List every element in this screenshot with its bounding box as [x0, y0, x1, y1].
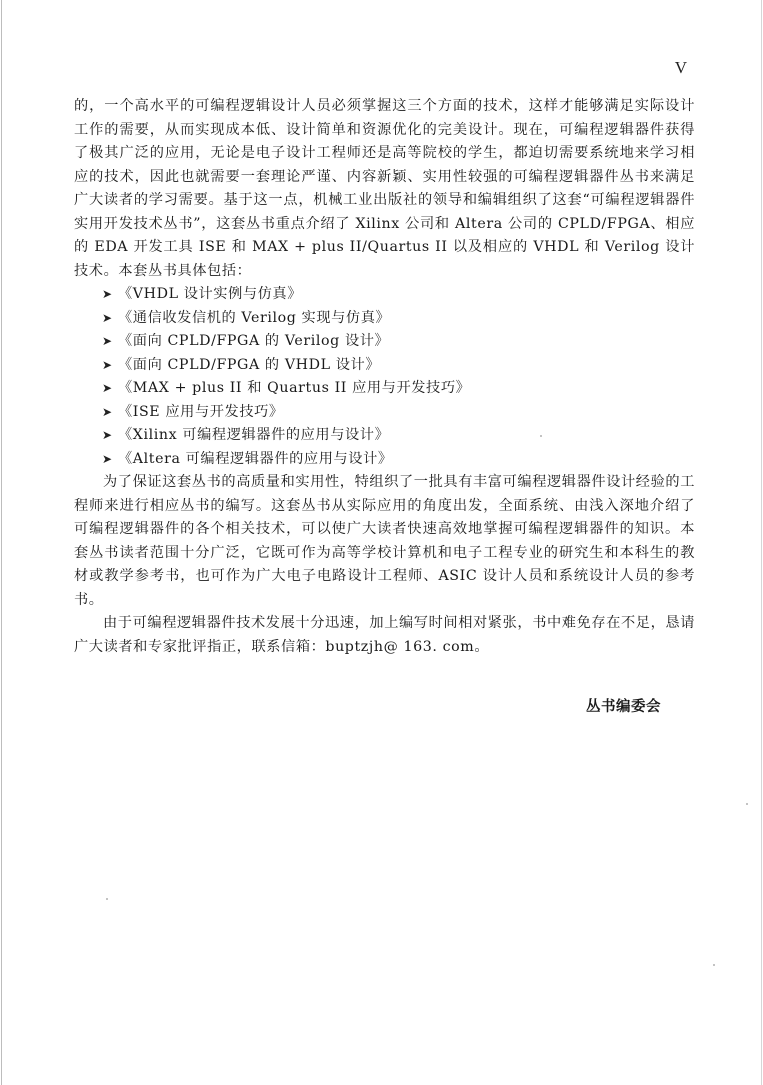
- arrow-bullet-icon: ➤: [102, 451, 113, 466]
- editorial-board-signature: 丛书编委会: [586, 698, 661, 715]
- arrow-bullet-icon: ➤: [102, 287, 113, 301]
- arrow-bullet-icon: ➤: [102, 310, 113, 325]
- paragraph-series-quality: 为了保证这套丛书的高质量和实用性，特组织了一批具有丰富可编程逻辑器件设计经验的工程师来进行相应丛书的编写。这套丛书从实际应用的角度出发，全面系统、由浅入深地介绍了可编程逻辑器件的各个相关技术，可以使广大读者快速高效地掌握可编程逻辑器件的知识。本套丛书读者范围十分广泛，它既可作为高等学校计算机和电子工程专业的研究生和本科生的教材或教学参考书，也可作为广大电子电路设计工程师、ASIC 设计人员和系统设计人员的参考书。: [74, 474, 695, 608]
- arrow-bullet-icon: ➤: [102, 334, 113, 348]
- book-title: 《ISE 应用与开发技巧》: [118, 403, 284, 420]
- list-item: [74, 424, 695, 448]
- list-item: [74, 283, 695, 307]
- page-right-edge: [761, 0, 762, 1085]
- arrow-bullet-icon: ➤: [102, 357, 113, 372]
- book-title: 《面向 CPLD/FPGA 的 Verilog 设计》: [118, 333, 390, 349]
- scan-speck: [540, 435, 542, 437]
- scan-speck: [106, 898, 108, 900]
- paragraph-feedback-contact: 由于可编程逻辑器件技术发展十分迅速，加上编写时间相对紧张，书中难免存在不足，恳请广大读者和专家批评指正，联系信箱：buptzjh@ 163. com。: [74, 615, 695, 655]
- book-title: 《面向 CPLD/FPGA 的 VHDL 设计》: [118, 356, 381, 373]
- preface-body: [74, 95, 695, 659]
- list-item: [74, 377, 695, 401]
- paragraph-continuation: 的，一个高水平的可编程逻辑设计人员必须掌握这三个方面的技术，这样才能够满足实际设计工作的需要，从而实现成本低、设计简单和资源优化的完美设计。现在，可编程逻辑器件获得了极其广泛的应用，无论是电子设计工程师还是高等院校的学生，都迫切需要系统地来学习相应的技术，因此也就需要一套理论严谨、内容新颖、实用性较强的可编程逻辑器件丛书来满足广大读者的学习需要。基于这一点，机械工业出版社的领导和编辑组织了这套“可编程逻辑器件实用开发技术丛书”，这套丛书重点介绍了 Xilinx 公司和 Altera 公司的 CPLD/FPGA、相应的 EDA 开发工具 ISE 和 MAX + plus II/Quartus II 以及相应的 VHDL 和 Verilog 设计技术。本套丛书具体包括：: [74, 98, 695, 279]
- page-number: V: [674, 58, 687, 77]
- book-series-list: [74, 283, 695, 471]
- list-item: [74, 401, 695, 425]
- book-title: 《Altera 可编程逻辑器件的应用与设计》: [118, 450, 393, 467]
- arrow-bullet-icon: ➤: [102, 428, 113, 442]
- scan-speck: [746, 803, 748, 805]
- list-item: [74, 330, 695, 354]
- book-title: 《VHDL 设计实例与仿真》: [118, 286, 303, 302]
- list-item: [74, 448, 695, 472]
- list-item: [74, 354, 695, 378]
- arrow-bullet-icon: ➤: [102, 381, 113, 395]
- arrow-bullet-icon: ➤: [102, 404, 113, 419]
- book-title: 《MAX + plus II 和 Quartus II 应用与开发技巧》: [118, 380, 471, 396]
- scan-speck: [713, 964, 715, 966]
- book-title: 《通信收发信机的 Verilog 实现与仿真》: [118, 309, 391, 326]
- list-item: [74, 307, 695, 331]
- book-title: 《Xilinx 可编程逻辑器件的应用与设计》: [118, 427, 390, 443]
- page-left-edge: [1, 0, 2, 1085]
